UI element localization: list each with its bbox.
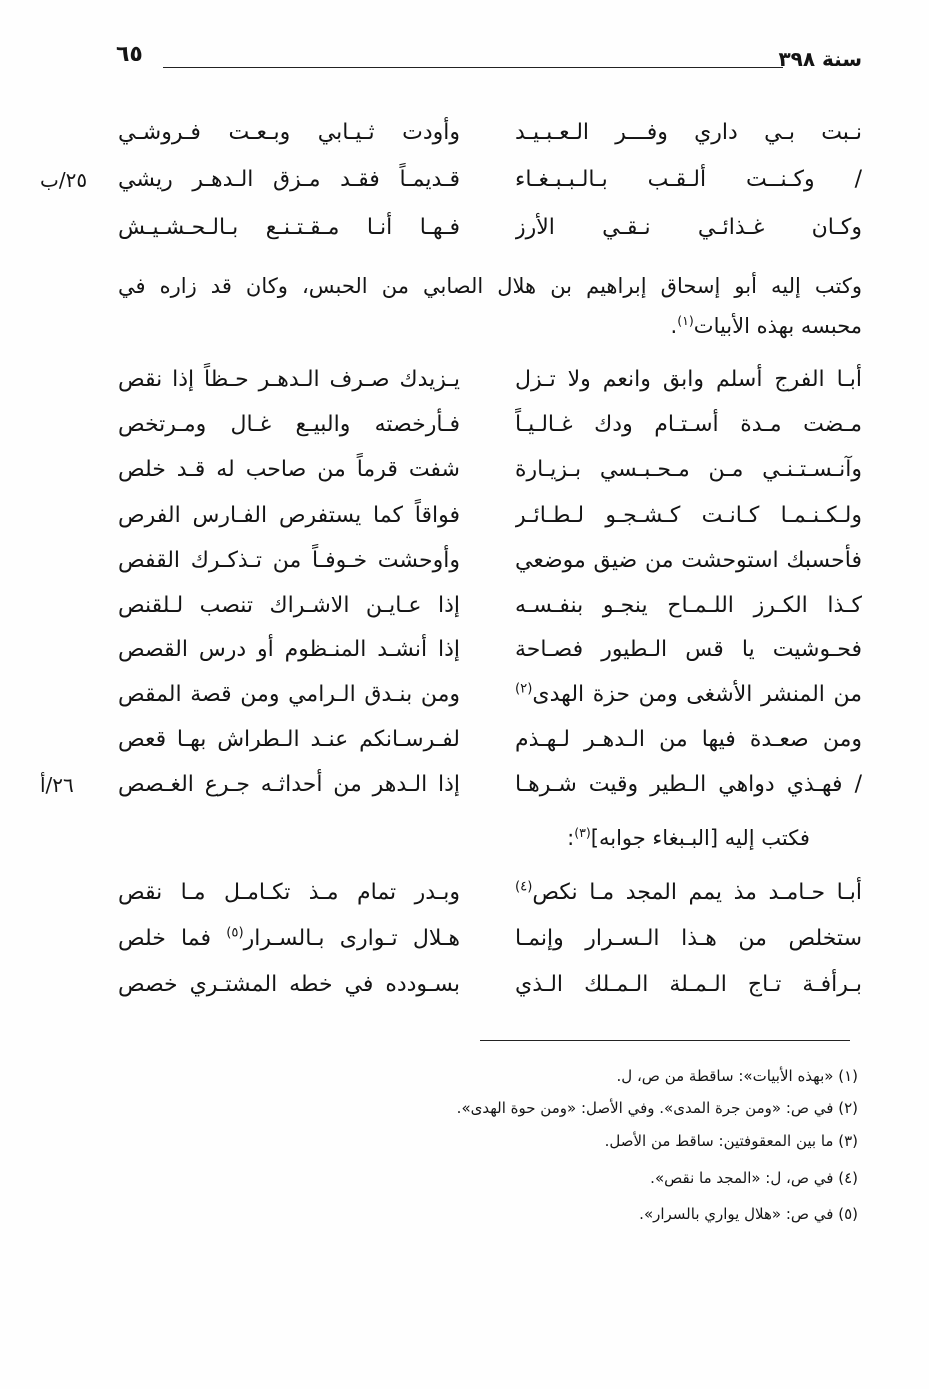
- verse-line: [0, 675, 929, 715]
- prose-line: وكتب إليه أبو إسحاق إبراهيم بن هلال الصابي من الحبس، وكان قد زاره في: [118, 274, 862, 298]
- reply-intro: [515, 818, 862, 858]
- folio-margin-note: ٢٦/أ: [40, 773, 74, 797]
- verse-text: من المنشر الأشغى ومن حزة الهدى: [532, 682, 862, 707]
- hemistich-left: قـديمـاً فقـد مـزق الـدهـر ريشي: [118, 167, 460, 192]
- hemistich-right: أبـا الفرج أسلم وابق وانعم ولا تـزل: [515, 367, 862, 392]
- reply-intro-text: فكتب إليه [البـبغاء جوابه]: [590, 826, 810, 850]
- verse-line: [0, 720, 929, 760]
- reply-intro-punctuation: :: [567, 826, 575, 850]
- verse-line: [0, 405, 929, 445]
- hemistich-right: [515, 873, 862, 913]
- verse-text-continued: فما خلص: [118, 926, 227, 951]
- prose-text: محبسه بهذه الأبيات: [693, 314, 862, 338]
- footnote-ref: (١): [677, 313, 694, 328]
- footnote: (٤) في ص، ل: «المجد ما نقص».: [650, 1169, 858, 1187]
- footnote: (١) «بهذه الأبيات»: ساقطة من ص، ل.: [616, 1067, 858, 1085]
- verse-line: [0, 113, 929, 153]
- hemistich-left: فـهـا أنـا مـقـتـنـع بـالـحـشـيـش: [118, 215, 460, 240]
- hemistich-right: وآنـسـتـنـي مـن مـحـبـسي بـزيـارة: [515, 457, 862, 482]
- hemistich-left: فواقاً كما يستفرص الفـارس الفرص: [118, 503, 460, 528]
- verse-line: [0, 586, 929, 626]
- hemistich-left: وأودت ثـيـابي وبـعـت فـروشـي: [118, 120, 460, 145]
- hemistich-right: فحـوشيت يا قس الـطيور فصـاحة: [515, 637, 862, 662]
- hemistich-left: إذا الـدهر من أحداثـه جـرع الغـصص: [118, 772, 460, 797]
- hemistich-right: ولـكـنـمـا كـانـت كـشـجـو لـطـائـر: [515, 503, 862, 528]
- hemistich-left: ومن بنـدق الـرامي ومن قصة المقص: [118, 682, 460, 707]
- hemistich-left: إذا أنشـد المنـظوم أو درس القصص: [118, 637, 460, 662]
- hemistich-right: بـرأفـة تـاج الـمـلة الـمـلك الـذي: [515, 972, 862, 997]
- verse-line: [0, 965, 929, 1005]
- page-number: ٦٥: [116, 42, 143, 67]
- hemistich-left: وبـدر تمام مـذ تكـامـل مـا نقص: [118, 880, 460, 905]
- hemistich-left: وأوحشت خـوفـاً من تـذكـرك القفص: [118, 548, 460, 573]
- footnote: (٣) ما بين المعقوفتين: ساقط من الأصل.: [604, 1132, 858, 1150]
- hemistich-right: [515, 675, 862, 715]
- hemistich-right: فأحسبك استوحشت من ضيق موضعي: [515, 548, 862, 573]
- header-rule: [163, 67, 783, 68]
- hemistich-left: فـأرخصته والبيـع غـال ومـرتخص: [118, 412, 460, 437]
- hemistich-left: شفت قرماً من صاحب له قـد خلص: [118, 457, 460, 482]
- hemistich-left: بسـودده في خطه المشتـري خصص: [118, 972, 460, 997]
- hemistich-right: / وكـنــت ألـقـب بـالـبـبـغـاء: [515, 167, 862, 192]
- verse-line: [0, 208, 929, 248]
- footnote-rule: [480, 1040, 850, 1041]
- folio-margin-note: ٢٥/ب: [40, 168, 88, 192]
- running-head-year: سنة ٣٩٨: [778, 47, 862, 71]
- verse-line: [0, 450, 929, 490]
- hemistich-right: كـذا الكـرز اللـمـاح ينجـو بنفـسـه: [515, 593, 862, 618]
- hemistich-right: ومن صعـدة فيها من الـدهـر لـهـذم: [515, 727, 862, 752]
- hemistich-left: إذا عـايـن الاشـراك تنصب لـلقنص: [118, 593, 460, 618]
- prose-line: [118, 306, 862, 346]
- verse-line: [0, 919, 929, 959]
- verse-line: [0, 360, 929, 400]
- hemistich-right: نـبت بـي داري وفـــر الـعـبـيـد: [515, 120, 862, 145]
- footnote: (٥) في ص: «هلال يواري بالسرار».: [639, 1205, 858, 1223]
- verse-line: [0, 160, 929, 200]
- verse-text: هـلال تـوارى بـالسـرار: [243, 926, 460, 951]
- verse-line: [0, 765, 929, 805]
- hemistich-left: لفـرسـانكم عنـد الـطراش بهـا قعص: [118, 727, 460, 752]
- hemistich-left: يـزيدك صـرف الـدهـر حـظاً إذا نقص: [118, 367, 460, 392]
- verse-line: [0, 541, 929, 581]
- hemistich-right: مـضت مـدة أسـتـام ودك غـالـيـاً: [515, 412, 862, 437]
- footnote-ref: (٢): [515, 681, 533, 697]
- hemistich-right: / فهـذي دواهي الـطير وقيت شـرهـا: [515, 772, 862, 797]
- hemistich-left: [118, 919, 460, 959]
- footnote-ref: (٥): [226, 925, 244, 941]
- footnote-ref: (٤): [515, 879, 533, 895]
- verse-text: أبـا حـامـد مذ يمم المجد مـا نكص: [532, 880, 862, 905]
- footnote-ref: (٣): [574, 825, 591, 840]
- verse-line: [0, 496, 929, 536]
- verse-line: [0, 873, 929, 913]
- hemistich-right: وكـان غـذائـي نـقـي الأرز: [515, 215, 862, 240]
- hemistich-right: ستخلص من هـذا الـسـرار وإنمـا: [515, 926, 862, 951]
- footnote: (٢) في ص: «ومن جرة المدى». وفي الأصل: «ومن حوة الهدى».: [456, 1099, 858, 1117]
- prose-punctuation: .: [670, 314, 678, 338]
- verse-line: [0, 630, 929, 670]
